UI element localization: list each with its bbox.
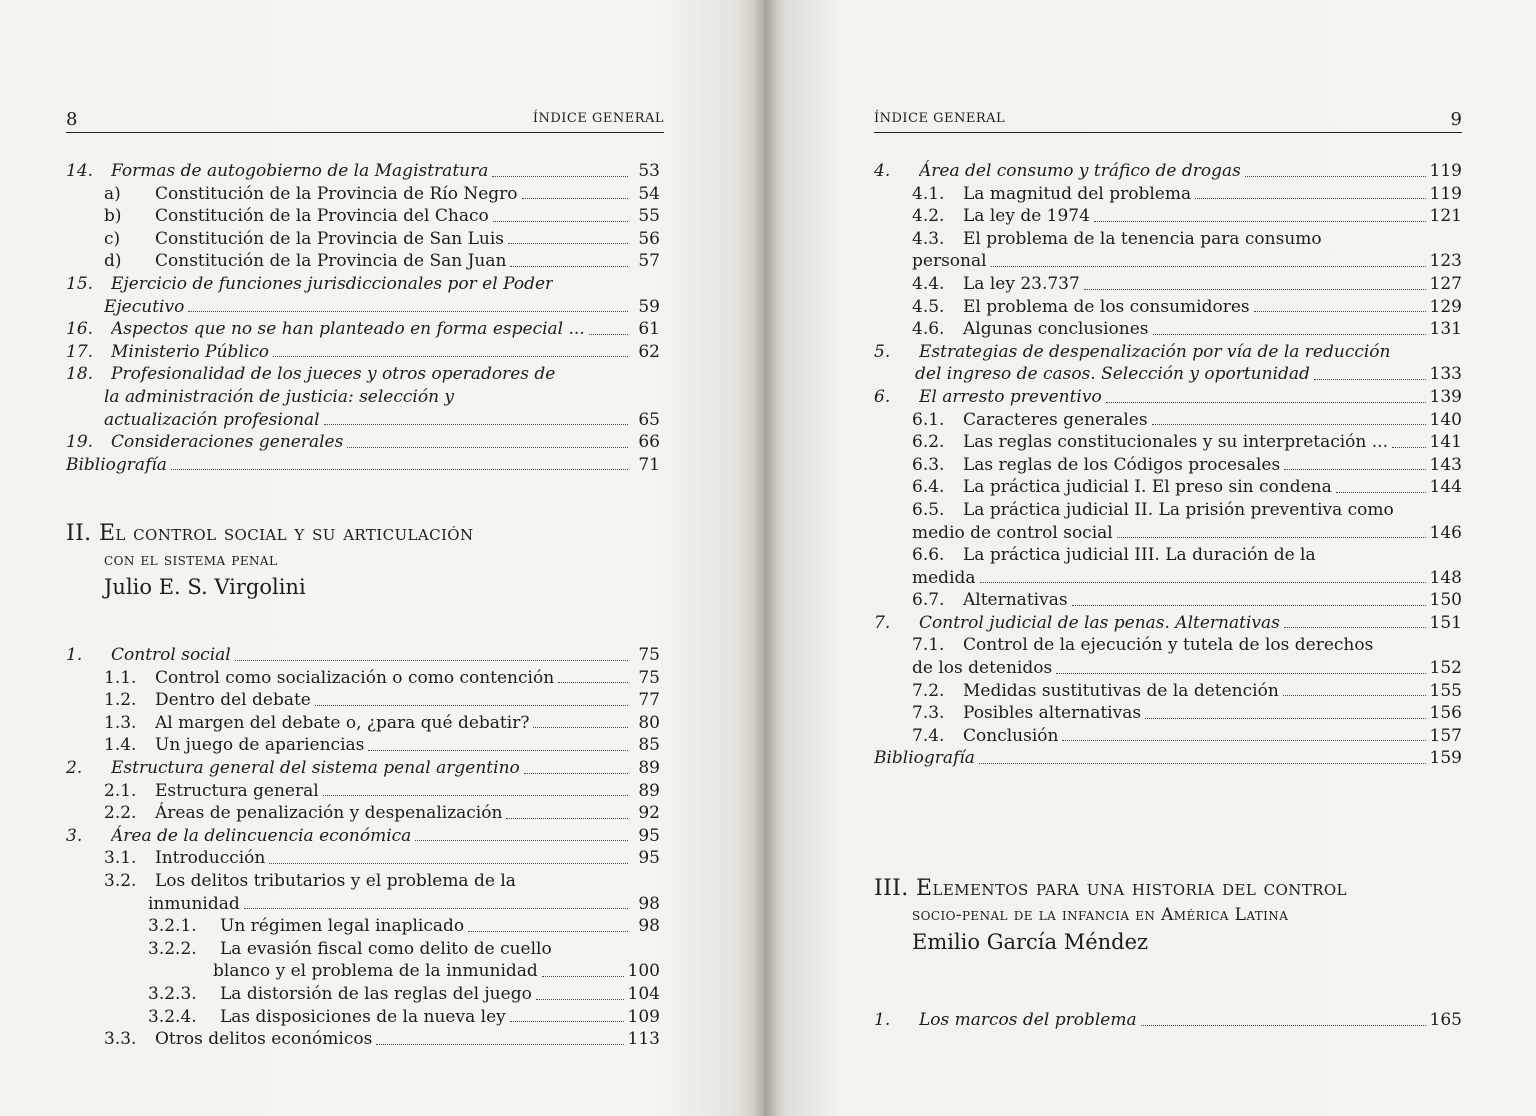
toc-entry-title: La práctica judicial III. La duración de la [963, 545, 1316, 566]
toc-entry-title: Constitución de la Provincia del Chaco [155, 206, 489, 227]
toc-entry-title: Control como socialización o como contención [155, 667, 555, 688]
toc-entry-number: d) [104, 251, 122, 272]
toc-entry-number: 1.4. [104, 735, 137, 756]
toc-entry-title: Área del consumo y tráfico de drogas [919, 161, 1241, 181]
toc-entry [66, 780, 660, 803]
toc-entry [66, 296, 660, 319]
dot-leader [524, 771, 628, 774]
toc-entry-number: 4.3. [912, 228, 945, 249]
running-head: ÍNDICE GENERAL [874, 111, 1006, 126]
toc-entry-number: 3.2. [104, 870, 137, 891]
toc-entry-title: Constitución de la Provincia de Río Negro [155, 183, 518, 204]
chapter-title-continuation: socio-penal de la infancia en América Latina [912, 905, 1289, 925]
toc-entry-page: 119 [1429, 161, 1462, 181]
toc-entry-title: Constitución de la Provincia de San Juan [155, 251, 507, 272]
toc-entry-title: Constitución de la Provincia de San Luis [155, 228, 504, 249]
toc-entry-number: 3.2.2. [148, 938, 197, 959]
toc-entry [874, 183, 1462, 206]
dot-leader [1106, 400, 1426, 403]
toc-entry-page: 146 [1429, 522, 1462, 543]
toc-entry-title: La evasión fiscal como delito de cuello [220, 938, 552, 959]
toc-entry-page: 75 [638, 645, 660, 665]
dot-leader [1153, 332, 1426, 335]
toc-entry-page: 131 [1429, 319, 1462, 340]
dot-leader [991, 264, 1426, 267]
toc-entry-title: Estructura general del sistema penal argentino [111, 757, 520, 778]
dot-leader [1152, 422, 1426, 425]
dot-leader [323, 793, 628, 796]
toc-entry-number: 6.6. [912, 545, 945, 566]
toc-entry-title: personal [912, 251, 987, 272]
toc-entry [874, 341, 1462, 364]
toc-entry [66, 960, 660, 983]
dot-leader [589, 332, 628, 335]
toc-entry-title: El arresto preventivo [919, 386, 1102, 407]
toc-entry [874, 205, 1462, 228]
chapter-title: II. El control social y su articulación [66, 521, 474, 546]
toc-entry-number: 5. [874, 341, 891, 362]
toc-entry-page: 104 [627, 983, 660, 1004]
toc-entry-title: Los marcos del problema [919, 1010, 1137, 1030]
toc-entry-number: 1.2. [104, 690, 137, 711]
dot-leader [510, 264, 628, 267]
toc-entry-page: 150 [1429, 590, 1462, 611]
toc-entry-page: 155 [1429, 680, 1462, 701]
toc-entry-title: Dentro del debate [155, 690, 311, 711]
toc-entry [66, 938, 660, 961]
toc-entry [874, 454, 1462, 477]
dot-leader [1141, 1023, 1426, 1026]
toc-entry-number: 6.3. [912, 454, 945, 475]
dot-leader [1336, 490, 1426, 493]
dot-leader [979, 761, 1426, 764]
toc-entry-number: 4.4. [912, 273, 945, 294]
dot-leader [368, 748, 628, 751]
toc-entry-page: 85 [638, 735, 660, 756]
chapter-author: Julio E. S. Virgolini [104, 575, 306, 599]
toc-entry-page: 77 [638, 690, 660, 711]
toc-entry-page: 75 [638, 667, 660, 688]
toc-entry-number: 1. [874, 1010, 891, 1030]
dot-leader [1084, 287, 1426, 290]
toc-entry-title: del ingreso de casos. Selección y oportunidad [915, 364, 1310, 385]
toc-entry-page: 143 [1429, 454, 1462, 475]
dot-leader [235, 658, 628, 661]
toc-entry-title: Bibliografía [874, 748, 975, 769]
toc-entry-title: La distorsión de las reglas del juego [220, 983, 532, 1004]
toc-entry-page: 89 [638, 757, 660, 778]
toc-entry-number: 3.1. [104, 848, 137, 869]
toc-entry-title: El problema de los consumidores [963, 296, 1250, 317]
toc-entry-title: La magnitud del problema [963, 183, 1192, 204]
toc-entry [874, 296, 1462, 319]
dot-leader [522, 196, 628, 199]
toc-entry-number: 7.2. [912, 680, 945, 701]
toc-entry-number: 6.5. [912, 499, 945, 520]
toc-entry-title: Otros delitos económicos [155, 1029, 373, 1050]
toc-entry [874, 1009, 1462, 1032]
toc-entry-page: 123 [1429, 251, 1462, 272]
toc-entry-title: Un régimen legal inaplicado [220, 916, 465, 937]
toc-entry-number: 6.2. [912, 432, 945, 453]
toc-entry [66, 734, 660, 757]
toc-entry-title: La ley 23.737 [963, 273, 1080, 294]
dot-leader [1254, 309, 1426, 312]
toc-entry-page: 127 [1429, 273, 1462, 294]
running-head: ÍNDICE GENERAL [532, 111, 664, 126]
toc-entry-title: Conclusión [963, 725, 1059, 746]
dot-leader [533, 725, 628, 728]
toc-entry [874, 567, 1462, 590]
dot-leader [171, 467, 628, 470]
toc-entry-title: Consideraciones generales [111, 432, 344, 453]
dot-leader [1245, 174, 1426, 177]
chapter-heading [66, 521, 660, 601]
toc-entry [66, 893, 660, 916]
dot-leader [980, 580, 1426, 583]
dot-leader [244, 906, 628, 909]
toc-entry-title: Control judicial de las penas. Alternativas [919, 612, 1280, 633]
right-page [764, 0, 1536, 1116]
page-number: 8 [66, 109, 78, 130]
toc-entry-number: 7.3. [912, 703, 945, 724]
toc-list [874, 1009, 1462, 1032]
page-number: 9 [1450, 109, 1462, 130]
dot-leader [324, 422, 628, 425]
toc-entry [874, 363, 1462, 386]
toc-entry [874, 318, 1462, 341]
toc-entry [66, 870, 660, 893]
toc-entry-title: Aspectos que no se han planteado en forma especial ... [111, 319, 585, 340]
toc-entry-page: 100 [627, 961, 660, 982]
chapter-title-continuation: con el sistema penal [104, 550, 278, 570]
chapter-title: III. Elementos para una historia del control [874, 876, 1347, 901]
toc-entry-title: Áreas de penalización y despenalización [155, 803, 503, 824]
toc-entry-number: 6. [874, 386, 891, 407]
toc-entry [66, 1006, 660, 1029]
toc-entry-title: Profesionalidad de los jueces y otros operadores de [111, 364, 556, 385]
toc-list [874, 160, 1462, 770]
toc-entry-page: 129 [1429, 296, 1462, 317]
dot-leader [542, 974, 624, 977]
toc-entry-title: Bibliografía [66, 454, 167, 475]
toc-entry-title: Al margen del debate o, ¿para qué debatir? [155, 712, 530, 733]
toc-entry-page: 98 [638, 916, 660, 937]
toc-entry-title: Ministerio Público [111, 341, 269, 362]
toc-entry [874, 725, 1462, 748]
book-gutter [752, 0, 778, 1116]
toc-entry [66, 318, 660, 341]
dot-leader [510, 1019, 624, 1022]
toc-entry-title: Las reglas de los Códigos procesales [963, 454, 1281, 475]
toc-entry-page: 95 [638, 825, 660, 846]
toc-entry-title: Ejecutivo [104, 296, 185, 317]
toc-entry-page: 109 [627, 1006, 660, 1027]
toc-entry-number: 3.2.3. [148, 983, 197, 1004]
toc-entry-title: Estrategias de despenalización por vía de la reducción [919, 341, 1391, 362]
toc-entry-page: 95 [638, 848, 660, 869]
toc-entry-page: 80 [638, 712, 660, 733]
toc-entry [66, 160, 660, 183]
toc-entry-page: 152 [1429, 658, 1462, 679]
toc-entry-number: b) [104, 206, 122, 227]
toc-entry [874, 228, 1462, 251]
toc-entry [874, 273, 1462, 296]
toc-entry-number: 17. [66, 341, 94, 362]
toc-entry-page: 65 [638, 409, 660, 430]
toc-entry-number: c) [104, 228, 121, 249]
toc-entry-number: a) [104, 183, 121, 204]
toc-entry-number: 15. [66, 273, 94, 294]
toc-entry [66, 712, 660, 735]
dot-leader [269, 861, 628, 864]
toc-entry-title: El problema de la tenencia para consumo [963, 228, 1322, 249]
toc-entry-number: 4.2. [912, 206, 945, 227]
toc-entry [66, 667, 660, 690]
dot-leader [508, 241, 628, 244]
dot-leader [1056, 671, 1425, 674]
toc-entry-title: Control social [111, 645, 231, 665]
toc-entry-page: 156 [1429, 703, 1462, 724]
toc-entry-title: Las reglas constitucionales y su interpretación ... [963, 432, 1388, 453]
toc-entry-title: inmunidad [148, 893, 240, 914]
dot-leader [347, 445, 628, 448]
dot-leader [536, 997, 624, 1000]
left-page-header [66, 106, 664, 133]
toc-entry [66, 847, 660, 870]
toc-entry-number: 6.7. [912, 590, 945, 611]
toc-entry [874, 386, 1462, 409]
toc-list [66, 644, 660, 1051]
toc-entry-page: 151 [1429, 612, 1462, 633]
toc-entry-number: 3. [66, 825, 83, 846]
toc-entry [66, 689, 660, 712]
toc-entry-number: 1. [66, 645, 83, 665]
toc-entry [874, 702, 1462, 725]
toc-entry-number: 3.2.1. [148, 916, 197, 937]
dot-leader [1117, 535, 1426, 538]
toc-entry [874, 612, 1462, 635]
toc-entry [66, 183, 660, 206]
toc-entry-page: 121 [1429, 206, 1462, 227]
toc-entry-title: blanco y el problema de la inmunidad [213, 961, 538, 982]
toc-entry-title: La práctica judicial II. La prisión preventiva como [963, 499, 1394, 520]
dot-leader [492, 174, 628, 177]
toc-entry-page: 144 [1429, 477, 1462, 498]
toc-entry-title: de los detenidos [912, 658, 1053, 679]
toc-entry-page: 59 [638, 296, 660, 317]
toc-entry [66, 250, 660, 273]
toc-entry [66, 644, 660, 667]
toc-entry-title: Posibles alternativas [963, 703, 1142, 724]
toc-entry-title: medio de control social [912, 522, 1113, 543]
left-page [0, 0, 764, 1116]
toc-entry-page: 165 [1429, 1010, 1462, 1030]
chapter-heading [874, 876, 1462, 956]
dot-leader [273, 354, 628, 357]
toc-entry-number: 3.3. [104, 1029, 137, 1050]
toc-entry [874, 680, 1462, 703]
toc-entry [66, 915, 660, 938]
toc-entry-number: 18. [66, 364, 94, 385]
toc-entry-page: 119 [1429, 183, 1462, 204]
toc-entry-title: Área de la delincuencia económica [111, 825, 412, 846]
toc-entry-page: 56 [638, 228, 660, 249]
toc-entry-number: 4.5. [912, 296, 945, 317]
dot-leader [315, 703, 628, 706]
toc-entry-number: 6.4. [912, 477, 945, 498]
chapter-author: Emilio García Méndez [912, 930, 1149, 954]
toc-entry-title: Algunas conclusiones [963, 319, 1149, 340]
toc-entry-number: 2.2. [104, 803, 137, 824]
toc-entry-number: 16. [66, 319, 94, 340]
toc-entry-page: 92 [638, 803, 660, 824]
toc-entry [874, 250, 1462, 273]
toc-list [66, 160, 660, 476]
toc-entry-title: Formas de autogobierno de la Magistratura [111, 161, 489, 181]
toc-entry [66, 825, 660, 848]
toc-entry [874, 476, 1462, 499]
toc-entry-number: 19. [66, 432, 94, 453]
toc-entry-title: Alternativas [963, 590, 1068, 611]
toc-entry-number: 2. [66, 757, 83, 778]
toc-entry-page: 141 [1429, 432, 1462, 453]
toc-entry-number: 6.1. [912, 409, 945, 430]
toc-entry [66, 273, 660, 296]
dot-leader [1145, 716, 1425, 719]
toc-entry-page: 54 [638, 183, 660, 204]
dot-leader [1062, 738, 1425, 741]
toc-entry-number: 1.1. [104, 667, 137, 688]
toc-entry [874, 431, 1462, 454]
dot-leader [1072, 603, 1426, 606]
right-page-header [874, 106, 1462, 133]
toc-entry-page: 139 [1429, 386, 1462, 407]
toc-entry-title: Estructura general [155, 780, 319, 801]
dot-leader [1314, 377, 1426, 380]
toc-entry [66, 454, 660, 477]
toc-entry [874, 747, 1462, 770]
toc-entry [66, 363, 660, 386]
toc-entry-page: 133 [1429, 364, 1462, 385]
toc-entry [66, 409, 660, 432]
toc-entry-title: Control de la ejecución y tutela de los derechos [963, 635, 1374, 656]
toc-entry [66, 1028, 660, 1051]
toc-entry [66, 205, 660, 228]
toc-entry-page: 55 [638, 206, 660, 227]
dot-leader [1195, 196, 1425, 199]
toc-entry [66, 228, 660, 251]
dot-leader [1392, 445, 1426, 448]
toc-entry-number: 4. [874, 161, 891, 181]
toc-entry [66, 431, 660, 454]
toc-entry-number: 4.6. [912, 319, 945, 340]
toc-entry [874, 160, 1462, 183]
toc-entry-title: medida [912, 567, 976, 588]
toc-entry-number: 2.1. [104, 780, 137, 801]
toc-entry-title: Medidas sustitutivas de la detención [963, 680, 1279, 701]
toc-entry-page: 113 [627, 1029, 660, 1050]
toc-entry [874, 589, 1462, 612]
dot-leader [493, 219, 628, 222]
toc-entry [66, 341, 660, 364]
toc-entry-page: 66 [638, 432, 660, 453]
dot-leader [468, 929, 628, 932]
toc-entry [874, 409, 1462, 432]
toc-entry-title: actualización profesional [104, 409, 320, 430]
dot-leader [1094, 219, 1426, 222]
toc-entry [874, 499, 1462, 522]
toc-entry-page: 53 [638, 161, 660, 181]
toc-entry [66, 757, 660, 780]
toc-entry-title: Un juego de apariencias [155, 735, 365, 756]
toc-entry [874, 522, 1462, 545]
toc-entry-title: la administración de justicia: selección y [104, 386, 455, 407]
toc-entry-title: Los delitos tributarios y el problema de la [155, 870, 516, 891]
toc-entry-title: Las disposiciones de la nueva ley [220, 1006, 506, 1027]
dot-leader [376, 1042, 623, 1045]
toc-entry [874, 544, 1462, 567]
toc-entry-number: 7.1. [912, 635, 945, 656]
toc-entry [874, 657, 1462, 680]
toc-entry-page: 98 [638, 893, 660, 914]
toc-entry [874, 634, 1462, 657]
toc-entry-page: 89 [638, 780, 660, 801]
dot-leader [1283, 693, 1426, 696]
dot-leader [558, 680, 628, 683]
toc-entry-page: 71 [638, 454, 660, 475]
toc-entry-title: La ley de 1974 [963, 206, 1090, 227]
toc-entry-page: 148 [1429, 567, 1462, 588]
dot-leader [415, 838, 628, 841]
toc-entry-title: Introducción [155, 848, 266, 869]
toc-entry-number: 3.2.4. [148, 1006, 197, 1027]
toc-entry-number: 4.1. [912, 183, 945, 204]
toc-entry [66, 386, 660, 409]
dot-leader [506, 816, 628, 819]
toc-entry-number: 7.4. [912, 725, 945, 746]
toc-entry-page: 62 [638, 341, 660, 362]
toc-entry-title: La práctica judicial I. El preso sin condena [963, 477, 1332, 498]
toc-entry-number: 14. [66, 161, 94, 181]
toc-entry-page: 157 [1429, 725, 1462, 746]
toc-entry-page: 57 [638, 251, 660, 272]
toc-entry [66, 983, 660, 1006]
toc-entry-number: 1.3. [104, 712, 137, 733]
dot-leader [1284, 625, 1426, 628]
toc-entry-page: 140 [1429, 409, 1462, 430]
toc-entry-number: 7. [874, 612, 891, 633]
toc-entry-title: Ejercicio de funciones jurisdiccionales por el Poder [111, 273, 554, 294]
toc-entry-title: Caracteres generales [963, 409, 1148, 430]
toc-entry [66, 802, 660, 825]
toc-entry-page: 61 [638, 319, 660, 340]
dot-leader [188, 309, 628, 312]
dot-leader [1284, 467, 1425, 470]
toc-entry-page: 159 [1429, 748, 1462, 769]
